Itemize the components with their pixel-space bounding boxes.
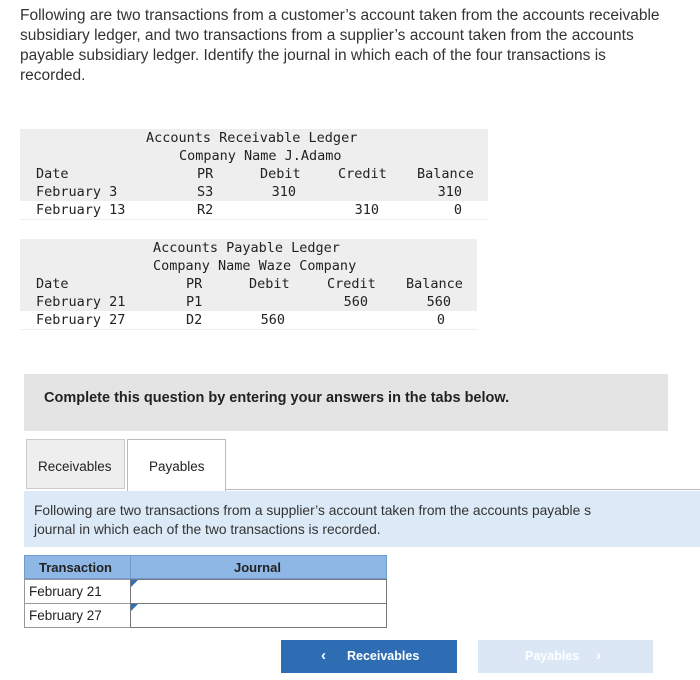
ap-row-credit: 560 xyxy=(343,294,368,310)
ar-row-date: February 13 xyxy=(36,202,126,218)
tab-payables-label: Payables xyxy=(149,459,205,474)
ap-row xyxy=(20,311,477,329)
ar-header-balance: Balance xyxy=(417,166,474,182)
prev-button-label: Receivables xyxy=(347,649,420,663)
ar-row xyxy=(20,201,488,219)
tab-instructions-line-1: Following are two transactions from a supplier’s account taken from the accounts payable s xyxy=(34,503,592,518)
tab-receivables-label: Receivables xyxy=(38,459,112,474)
chevron-right-icon: › xyxy=(596,647,601,664)
ap-header-credit: Credit xyxy=(327,276,376,292)
header-journal xyxy=(130,555,387,579)
header-journal-label: Journal xyxy=(234,560,281,575)
ar-header-pr: PR xyxy=(197,166,214,182)
transaction-label: February 27 xyxy=(29,608,102,623)
ap-ledger-title: Accounts Payable Ledger xyxy=(153,240,340,256)
ar-row xyxy=(20,183,488,201)
ap-header-pr: PR xyxy=(186,276,203,292)
ar-ledger xyxy=(20,129,488,220)
ap-header-debit: Debit xyxy=(249,276,290,292)
ar-header-date: Date xyxy=(36,166,69,182)
ar-header-debit: Debit xyxy=(260,166,301,182)
ar-row-date: February 3 xyxy=(36,184,118,200)
ap-header-balance: Balance xyxy=(406,276,463,292)
ar-row-pr: R2 xyxy=(197,202,214,218)
tab-divider xyxy=(226,489,700,490)
header-transaction-label: Transaction xyxy=(39,560,112,575)
chevron-left-icon: ‹ xyxy=(321,647,326,664)
ap-row-debit: 560 xyxy=(260,312,285,328)
ar-ledger-subtitle: Company Name J.Adamo xyxy=(179,148,342,164)
transaction-cell xyxy=(24,579,131,604)
tab-instructions-line-2: journal in which each of the two transactions is recorded. xyxy=(34,522,381,537)
ar-row-balance: 310 xyxy=(437,184,462,200)
ap-row xyxy=(20,293,477,311)
ap-header-row xyxy=(20,275,477,293)
ar-header-credit: Credit xyxy=(338,166,387,182)
ap-row-balance: 0 xyxy=(436,312,445,328)
journal-input-feb-27[interactable] xyxy=(130,603,387,628)
ar-row-credit: 310 xyxy=(354,202,379,218)
instruction-text: Complete this question by entering your answers in the tabs below. xyxy=(44,390,510,406)
ap-ledger-subtitle: Company Name Waze Company xyxy=(153,258,357,274)
prev-receivables-button[interactable] xyxy=(281,640,457,673)
ar-ledger-title: Accounts Receivable Ledger xyxy=(146,130,358,146)
ap-row-date: February 27 xyxy=(36,312,126,328)
transaction-cell xyxy=(24,603,131,628)
ar-header-row xyxy=(20,165,488,183)
ap-row-balance: 560 xyxy=(426,294,451,310)
ar-row-pr: S3 xyxy=(197,184,214,200)
tab-payables[interactable] xyxy=(127,439,226,491)
journal-input-feb-21[interactable] xyxy=(130,579,387,604)
ar-row-balance: 0 xyxy=(453,202,462,218)
next-button-label: Payables xyxy=(525,649,580,663)
transaction-label: February 21 xyxy=(29,584,102,599)
header-transaction xyxy=(24,555,131,579)
next-payables-button[interactable] xyxy=(478,640,653,673)
tab-receivables[interactable] xyxy=(26,439,125,489)
intro-text: Following are two transactions from a customer’s account taken from the accounts receivable subsidiary ledger, and two transactions from a supplier’s account taken from the accounts payable subsidiary ledger. Identify the journal in which each of the four transactions is recorded. xyxy=(20,7,660,84)
ap-row-date: February 21 xyxy=(36,294,126,310)
ap-row-pr: D2 xyxy=(186,312,203,328)
ap-row-pr: P1 xyxy=(186,294,203,310)
ap-header-date: Date xyxy=(36,276,69,292)
ar-row-debit: 310 xyxy=(271,184,296,200)
instruction-banner xyxy=(24,374,668,431)
tab-instructions xyxy=(24,491,700,547)
ap-ledger xyxy=(20,239,477,330)
